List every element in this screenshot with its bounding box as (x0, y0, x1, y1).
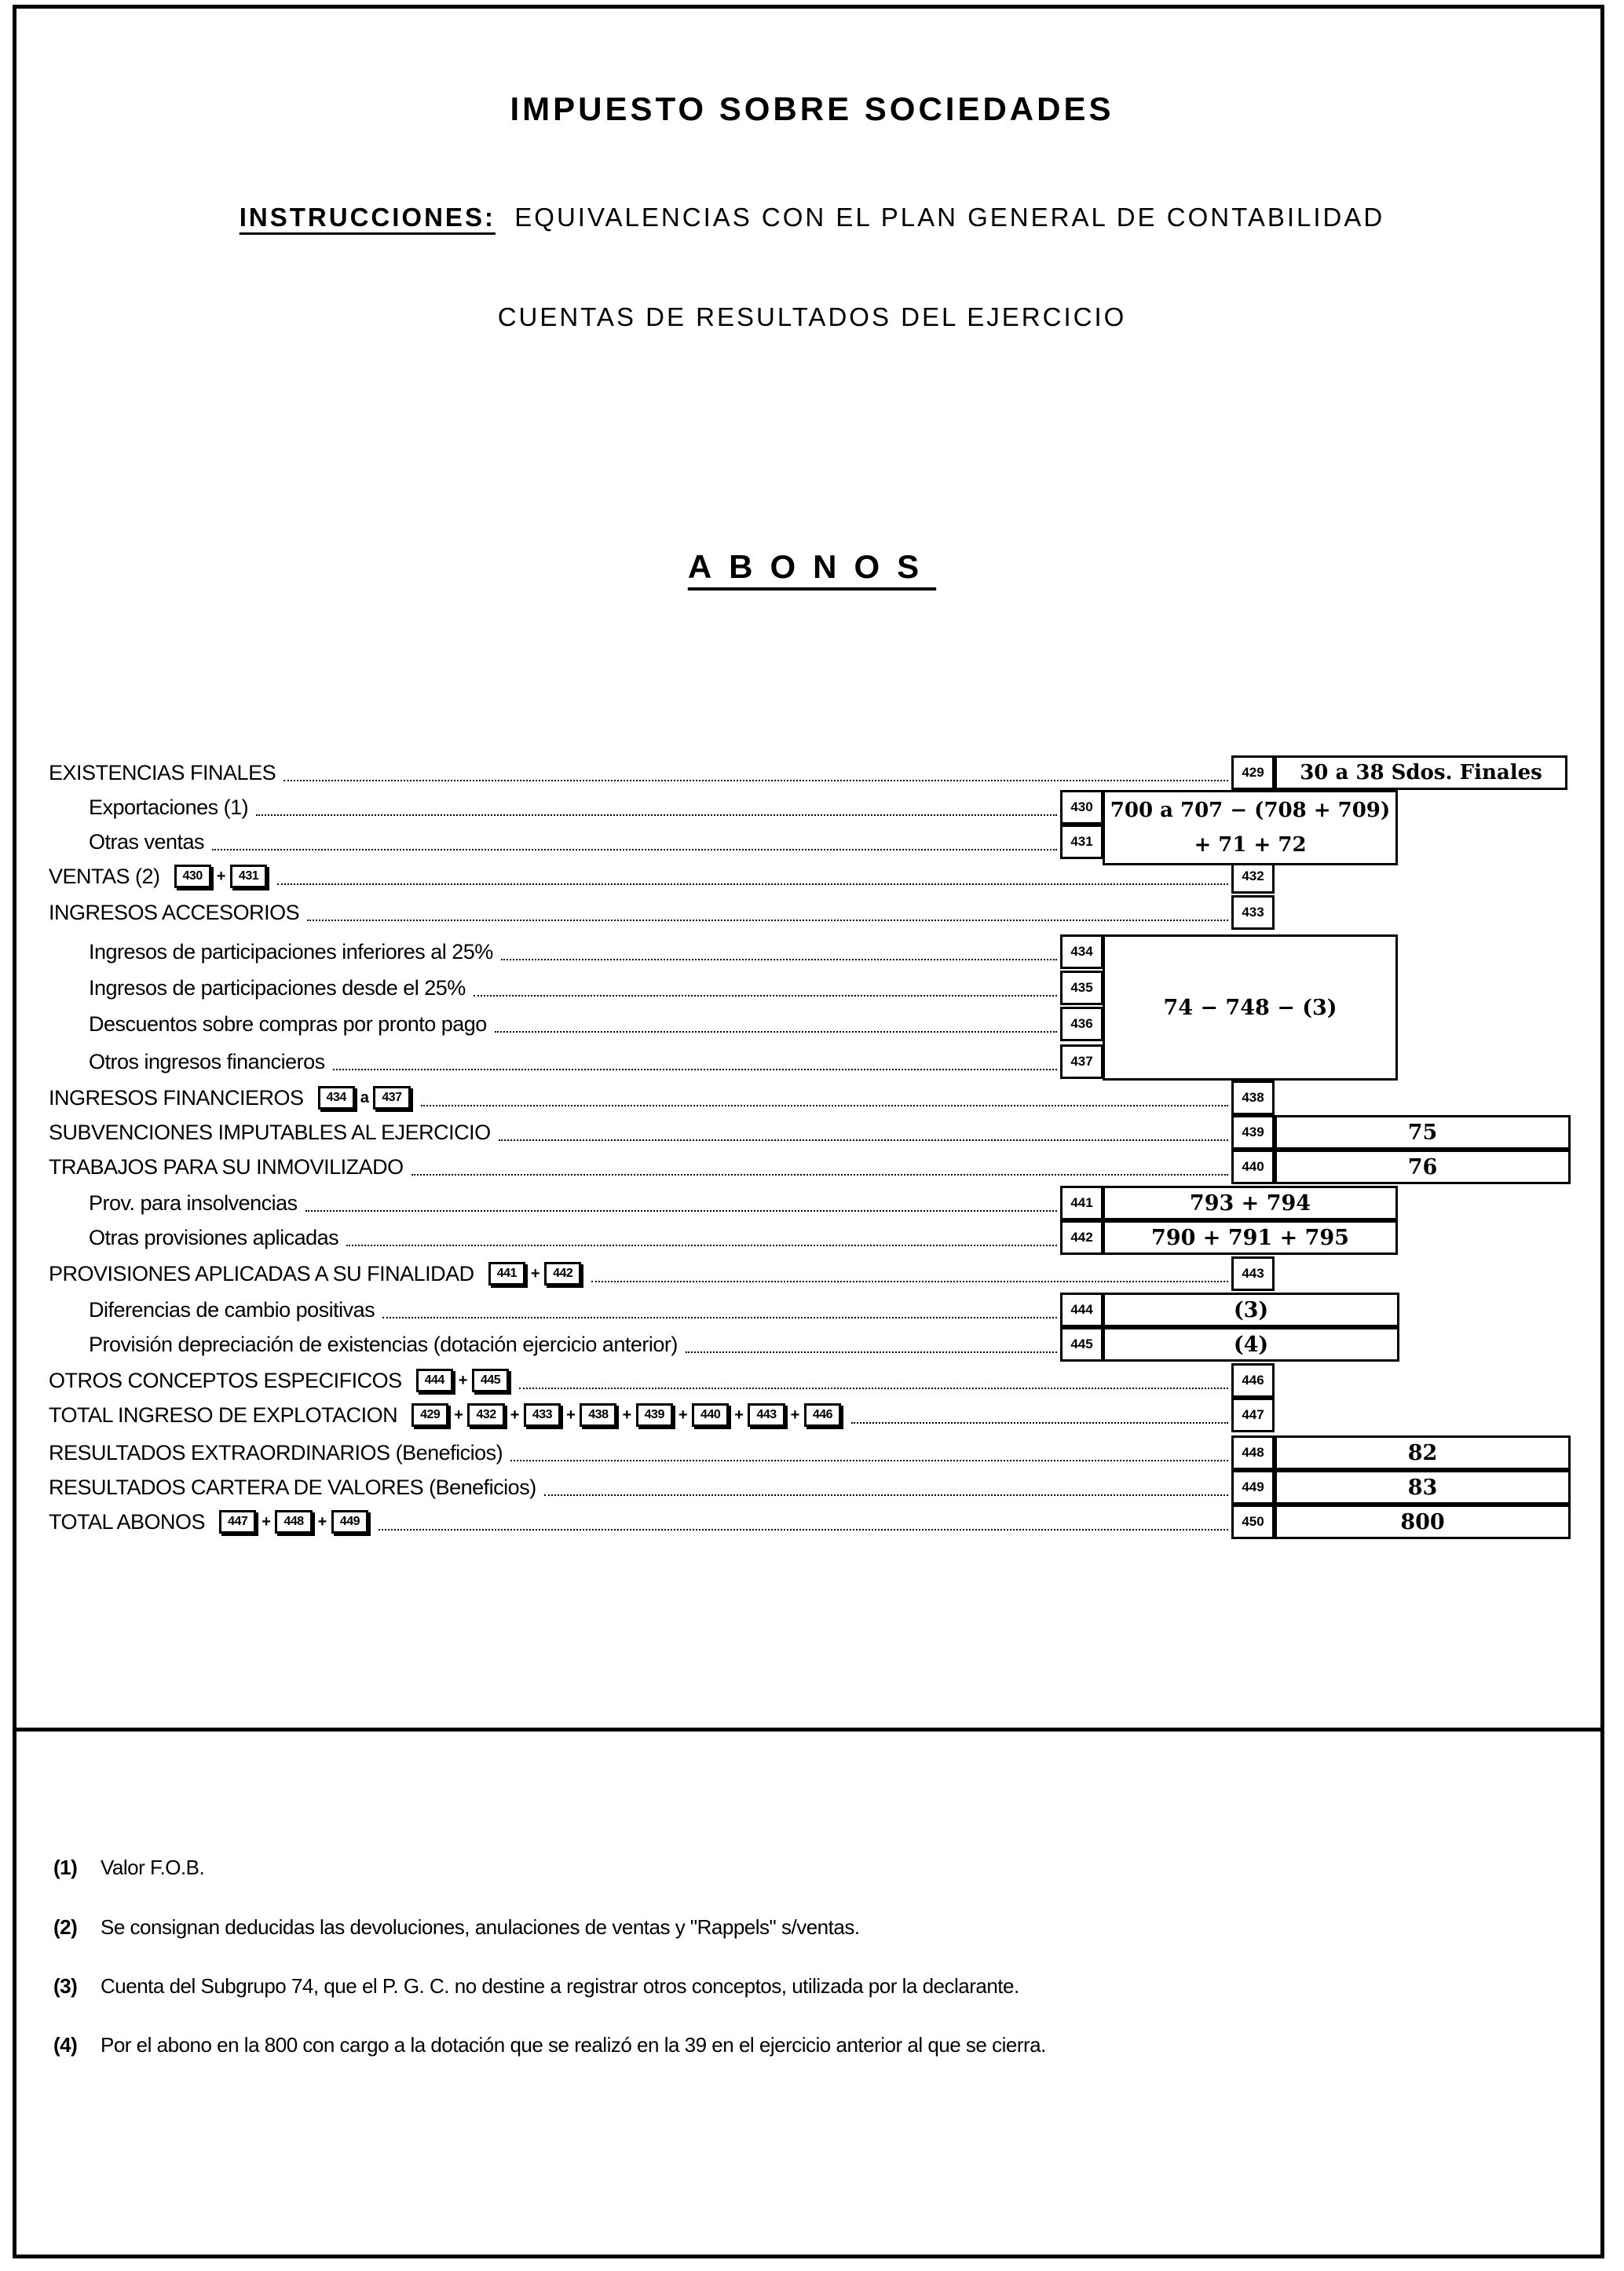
row-label: RESULTADOS CARTERA DE VALORES (Beneficios) (49, 1475, 536, 1499)
code-box: 446 (1231, 1363, 1275, 1398)
dot-leader (256, 799, 1057, 816)
code-box: 438 (1231, 1081, 1275, 1115)
dot-leader (379, 1513, 1228, 1530)
row-label: TOTAL INGRESO DE EXPLOTACION (49, 1402, 398, 1427)
code-box: 445 (1060, 1327, 1103, 1362)
ref-box: 441 (488, 1262, 525, 1285)
abonos-row (49, 895, 1231, 930)
abonos-row (49, 1256, 1231, 1291)
formula-refs (174, 865, 270, 888)
row-label: Otros ingresos financieros (89, 1049, 325, 1073)
subtitle: CUENTAS DE RESULTADOS DEL EJERCICIO (497, 302, 1127, 331)
row-label: Prov. para insolvencias (89, 1190, 298, 1215)
abonos-row (89, 1293, 1060, 1327)
ref-box: 444 (416, 1369, 453, 1392)
value-extraordinarios: 82 (1275, 1435, 1571, 1470)
dot-leader (544, 1479, 1228, 1496)
dot-leader (411, 1158, 1228, 1176)
ref-box: 447 (219, 1510, 256, 1534)
row-label: Exportaciones (1) (89, 795, 249, 819)
row-label: EXISTENCIAS FINALES (49, 760, 276, 784)
page-title: IMPUESTO SOBRE SOCIEDADES (510, 90, 1114, 127)
code-box: 437 (1060, 1044, 1103, 1079)
ref-box: 445 (472, 1369, 509, 1392)
row-label: Otras ventas (89, 829, 205, 854)
dot-leader (283, 764, 1228, 781)
formula-operator: + (216, 867, 225, 885)
abonos-row (89, 934, 1060, 969)
formula-operator: + (458, 1371, 467, 1389)
code-box: 450 (1231, 1505, 1275, 1539)
formula-operator: + (566, 1406, 576, 1424)
section-heading: ABONOS (687, 548, 937, 585)
formula-operator: + (622, 1406, 631, 1424)
code-box: 440 (1231, 1150, 1275, 1184)
ref-box: 434 (318, 1086, 355, 1110)
abonos-row (89, 790, 1060, 825)
value-total-abonos: 800 (1275, 1505, 1571, 1539)
dot-leader (591, 1265, 1228, 1282)
row-label: RESULTADOS EXTRAORDINARIOS (Beneficios) (49, 1440, 503, 1465)
code-box: 439 (1231, 1115, 1275, 1150)
formula-operator: + (317, 1512, 327, 1530)
dot-leader (421, 1089, 1228, 1106)
abonos-row (49, 755, 1231, 790)
code-box: 441 (1060, 1186, 1103, 1220)
abonos-row (49, 1398, 1231, 1432)
dot-leader (499, 1124, 1228, 1141)
value-subvenciones: 75 (1275, 1115, 1571, 1150)
dot-leader (501, 943, 1057, 960)
abonos-row (49, 1115, 1231, 1150)
ref-box: 446 (804, 1403, 841, 1427)
abonos-row (89, 1220, 1060, 1255)
abonos-row (89, 971, 1060, 1005)
code-box: 443 (1231, 1256, 1275, 1291)
formula-refs (219, 1510, 371, 1534)
row-label: SUBVENCIONES IMPUTABLES AL EJERCICIO (49, 1120, 491, 1144)
formula-operator: + (678, 1406, 688, 1424)
ref-box: 430 (174, 865, 211, 888)
code-box: 432 (1231, 859, 1275, 894)
section-divider (13, 1728, 1604, 1732)
dot-leader (510, 1444, 1228, 1461)
row-label: Otras provisiones aplicadas (89, 1225, 339, 1249)
formula-operator: + (734, 1406, 744, 1424)
code-box: 448 (1231, 1435, 1275, 1470)
code-box: 431 (1060, 825, 1103, 859)
value-ventas (1103, 790, 1398, 865)
row-label: Descuentos sobre compras por pronto pago (89, 1011, 487, 1036)
formula-operator: + (454, 1406, 463, 1424)
code-box: 447 (1231, 1398, 1275, 1432)
dot-leader (519, 1372, 1228, 1389)
dot-leader (277, 868, 1228, 885)
ref-box: 432 (467, 1403, 504, 1427)
dot-leader (212, 833, 1057, 850)
ref-box: 438 (580, 1403, 616, 1427)
row-label: INGRESOS ACCESORIOS (49, 900, 300, 924)
code-box: 433 (1231, 895, 1275, 930)
row-label: VENTAS (2) (49, 864, 160, 888)
abonos-row (49, 1081, 1231, 1115)
code-box: 449 (1231, 1470, 1275, 1505)
row-label: PROVISIONES APLICADAS A SU FINALIDAD (49, 1261, 474, 1285)
ref-box: 433 (524, 1403, 561, 1427)
dot-leader (851, 1406, 1228, 1424)
dot-leader (474, 979, 1057, 997)
formula-refs (318, 1086, 413, 1110)
abonos-row (49, 1505, 1231, 1539)
value-diferencias-cambio: (3) (1103, 1293, 1399, 1327)
code-box: 442 (1060, 1220, 1103, 1255)
formula-operator: a (360, 1088, 369, 1106)
footnote: (3) Cuenta del Subgrupo 74, que el P. G. C. no destine a registrar otros conceptos, utilizada por la declarante. (53, 1974, 1019, 1998)
row-label: Ingresos de participaciones desde el 25% (89, 975, 466, 1000)
code-box: 436 (1060, 1007, 1103, 1041)
code-box: 429 (1231, 755, 1275, 790)
abonos-row (49, 1150, 1231, 1184)
formula-refs (411, 1403, 843, 1427)
instructions-line (0, 203, 1624, 232)
footnote: (2) Se consignan deducidas las devoluciones, anulaciones de ventas y "Rappels" s/ventas. (53, 1915, 860, 1939)
value-trabajos: 76 (1275, 1150, 1571, 1184)
formula-refs (416, 1369, 512, 1392)
ref-box: 443 (748, 1403, 785, 1427)
abonos-row (49, 1470, 1231, 1505)
ref-box: 448 (275, 1510, 312, 1534)
row-label: TOTAL ABONOS (49, 1509, 206, 1534)
value-existencias: 30 a 38 Sdos. Finales (1275, 755, 1567, 790)
value-insolvencias: 793 + 794 (1103, 1186, 1398, 1220)
dot-leader (305, 1194, 1057, 1212)
instructions-text: EQUIVALENCIAS CON EL PLAN GENERAL DE CONTABILIDAD (514, 203, 1385, 232)
dot-leader (307, 904, 1228, 921)
ref-box: 449 (331, 1510, 368, 1534)
ref-box: 440 (692, 1403, 729, 1427)
value-otras-provisiones: 790 + 791 + 795 (1103, 1220, 1398, 1255)
code-box: 444 (1060, 1293, 1103, 1327)
formula-refs (488, 1262, 584, 1285)
ref-box: 431 (230, 865, 267, 888)
row-label: TRABAJOS PARA SU INMOVILIZADO (49, 1154, 404, 1179)
row-label: INGRESOS FINANCIEROS (49, 1085, 304, 1110)
abonos-row (49, 859, 1231, 894)
code-box: 434 (1060, 934, 1103, 969)
value-ventas-line2: + 71 + 72 (1194, 833, 1307, 857)
dot-leader (346, 1229, 1057, 1246)
footnote: (1) Valor F.O.B. (53, 1856, 205, 1879)
code-box: 435 (1060, 971, 1103, 1005)
dot-leader (686, 1336, 1057, 1353)
abonos-row (89, 825, 1060, 859)
ref-box: 439 (636, 1403, 673, 1427)
value-provision-depreciacion: (4) (1103, 1327, 1399, 1362)
abonos-row (89, 1044, 1060, 1079)
row-label: Ingresos de participaciones inferiores al 25% (89, 939, 493, 964)
formula-operator: + (530, 1264, 540, 1282)
value-cartera: 83 (1275, 1470, 1571, 1505)
abonos-row (89, 1327, 1060, 1362)
ref-box: 429 (411, 1403, 448, 1427)
value-ingresos-financieros: 74 − 748 − (3) (1103, 934, 1398, 1081)
row-label: OTROS CONCEPTOS ESPECIFICOS (49, 1368, 402, 1392)
code-box: 430 (1060, 790, 1103, 825)
abonos-row (49, 1363, 1231, 1398)
abonos-row (49, 1435, 1231, 1470)
ref-box: 437 (373, 1086, 410, 1110)
instructions-label: INSTRUCCIONES: (239, 203, 496, 232)
formula-operator: + (790, 1406, 799, 1424)
footnote: (4) Por el abono en la 800 con cargo a la dotación que se realizó en la 39 en el ejercicio anterior al que se cierra. (53, 2033, 1046, 2057)
dot-leader (333, 1053, 1057, 1070)
formula-operator: + (262, 1512, 271, 1530)
ref-box: 442 (544, 1262, 581, 1285)
dot-leader (382, 1301, 1057, 1318)
abonos-row (89, 1186, 1060, 1220)
row-label: Diferencias de cambio positivas (89, 1297, 375, 1322)
abonos-row (89, 1007, 1060, 1041)
value-ventas-line1: 700 a 707 − (708 + 709) (1110, 799, 1391, 822)
row-label: Provisión depreciación de existencias (dotación ejercicio anterior) (89, 1332, 678, 1356)
formula-operator: + (510, 1406, 519, 1424)
dot-leader (495, 1015, 1057, 1033)
